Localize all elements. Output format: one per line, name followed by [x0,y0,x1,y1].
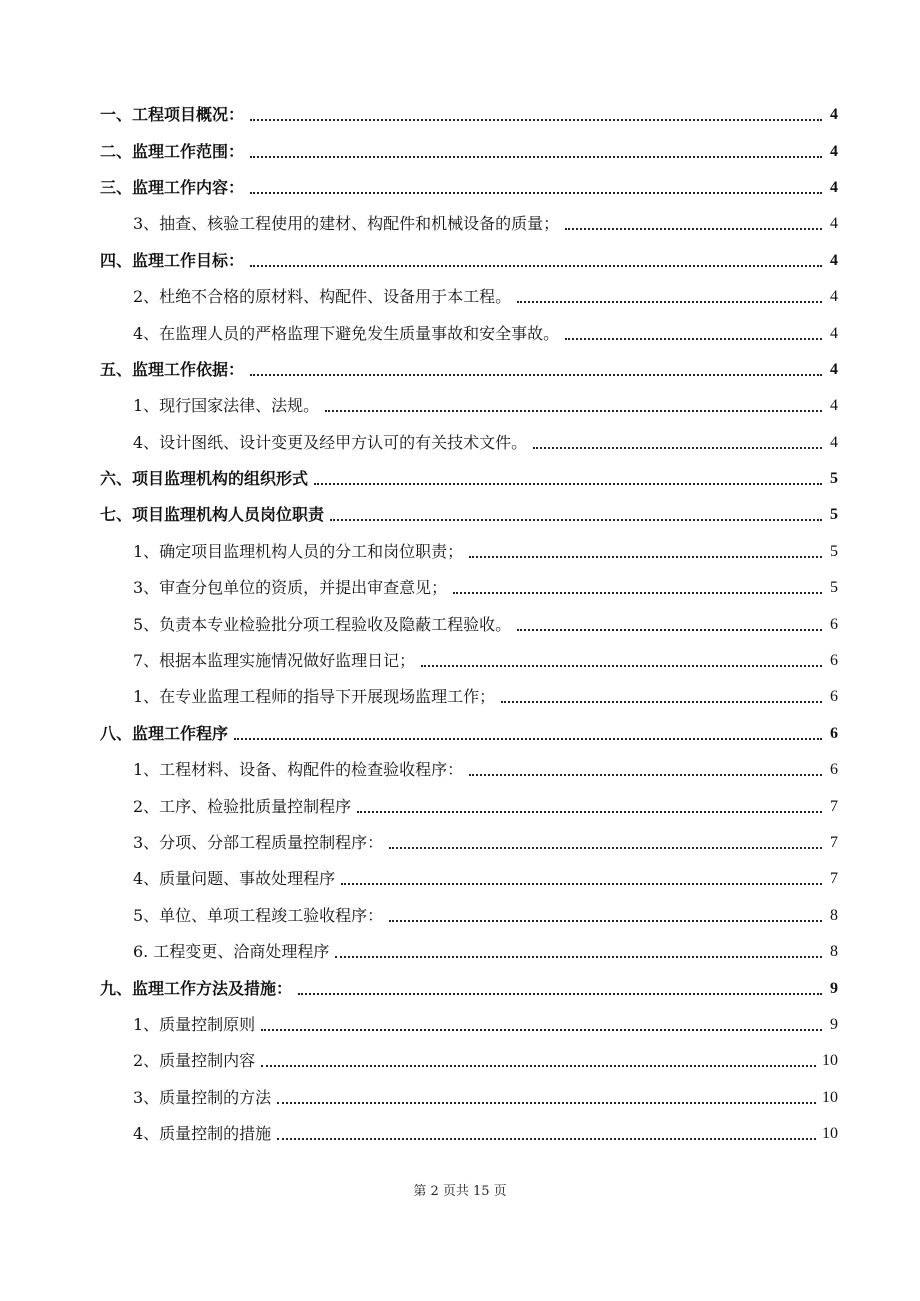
toc-entry-section[interactable] [0,425,920,461]
table-of-contents [0,97,920,1152]
toc-entry-section[interactable] [0,570,920,606]
toc-dot-leader [357,797,822,813]
toc-dot-leader [421,651,822,667]
toc-entry-title: 2、杜绝不合格的原材料、构配件、设备用于本工程。 [133,287,512,307]
toc-dot-leader [533,433,822,449]
toc-entry-page-number: 7 [830,834,838,851]
toc-entry-title: 3、抽查、核验工程使用的建材、构配件和机械设备的质量； [133,214,560,234]
toc-entry-title: 六、项目监理机构的组织形式 [100,469,309,489]
toc-entry-title: 1、现行国家法律、法规。 [133,396,320,416]
toc-dot-leader [389,906,822,922]
toc-entry-page-number: 5 [830,470,838,488]
toc-dot-leader [469,542,822,558]
toc-entry-page-number: 5 [830,506,838,524]
toc-entry-title: 5、负责本专业检验批分项工程验收及隐蔽工程验收。 [133,614,512,634]
toc-dot-leader [565,214,822,230]
toc-dot-leader [565,324,822,340]
toc-entry-section[interactable] [0,643,920,679]
toc-entry-title: 7、根据本监理实施情况做好监理日记； [133,651,416,671]
toc-entry-chapter[interactable] [0,133,920,169]
toc-entry-section[interactable] [0,606,920,642]
toc-entry-section[interactable] [0,315,920,351]
toc-entry-title: 1、在专业监理工程师的指导下开展现场监理工作； [133,687,496,707]
toc-dot-leader [469,760,822,776]
toc-entry-page-number: 5 [830,579,838,597]
toc-entry-section[interactable] [0,1080,920,1116]
toc-dot-leader [314,469,822,485]
toc-dot-leader [517,287,822,303]
toc-dot-leader [335,942,822,958]
toc-entry-section[interactable] [0,898,920,934]
toc-entry-title: 3、分项、分部工程质量控制程序： [133,833,384,852]
toc-entry-title: 1、工程材料、设备、构配件的检查验收程序： [133,760,464,780]
toc-dot-leader [250,105,822,121]
toc-entry-section[interactable] [0,534,920,570]
toc-entry-chapter[interactable] [0,970,920,1006]
toc-entry-page-number: 9 [830,1015,838,1033]
toc-entry-title: 3、审查分包单位的资质，并提出审查意见； [133,578,448,598]
toc-entry-page-number: 4 [830,397,838,415]
toc-entry-section[interactable] [0,934,920,970]
toc-dot-leader [389,833,822,849]
toc-entry-page-number: 4 [830,178,838,196]
toc-entry-page-number: 6 [830,761,838,779]
toc-entry-page-number: 4 [830,142,838,160]
toc-entry-section[interactable] [0,206,920,242]
toc-entry-chapter[interactable] [0,461,920,497]
toc-entry-page-number: 4 [830,433,838,451]
toc-entry-section[interactable] [0,752,920,788]
toc-entry-section[interactable] [0,1007,920,1043]
toc-entry-chapter[interactable] [0,243,920,279]
toc-entry-title: 一、工程项目概况： [100,105,245,125]
toc-entry-page-number: 7 [830,870,838,888]
toc-dot-leader [341,869,822,885]
toc-entry-title: 八、监理工作程序 [100,723,229,743]
toc-entry-title: 4、质量控制的措施 [133,1124,272,1144]
toc-entry-section[interactable] [0,679,920,715]
toc-entry-title: 1、确定项目监理机构人员的分工和岗位职责； [133,541,464,561]
toc-entry-section[interactable] [0,825,920,861]
toc-entry-section[interactable] [0,388,920,424]
toc-entry-section[interactable] [0,788,920,824]
toc-entry-page-number: 10 [822,1052,838,1070]
toc-entry-page-number: 5 [830,542,838,560]
toc-entry-title: 3、质量控制的方法 [133,1087,272,1107]
toc-dot-leader [501,687,822,703]
toc-entry-title: 5、单位、单项工程竣工验收程序： [133,905,384,925]
toc-entry-page-number: 4 [830,288,838,306]
toc-entry-chapter[interactable] [0,97,920,133]
toc-entry-page-number: 9 [830,979,838,997]
toc-dot-leader [261,1051,816,1067]
toc-dot-leader [298,979,822,995]
toc-entry-page-number: 10 [822,1125,838,1143]
toc-dot-leader [517,615,822,631]
toc-entry-title: 2、质量控制内容 [133,1051,256,1071]
toc-entry-title: 1、质量控制原则 [133,1014,256,1034]
toc-entry-chapter[interactable] [0,716,920,752]
toc-entry-title: 6. 工程变更、洽商处理程序 [133,942,330,962]
toc-entry-title: 三、监理工作内容： [100,177,245,197]
toc-dot-leader [330,505,822,521]
toc-dot-leader [261,1015,822,1031]
toc-entry-title: 4、设计图纸、设计变更及经甲方认可的有关技术文件。 [133,432,528,452]
toc-dot-leader [250,178,822,194]
toc-dot-leader [234,724,822,740]
toc-entry-page-number: 4 [830,324,838,342]
toc-entry-section[interactable] [0,1116,920,1152]
toc-dot-leader [277,1088,816,1104]
toc-entry-page-number: 7 [830,797,838,815]
toc-entry-title: 九、监理工作方法及措施： [100,978,293,998]
toc-dot-leader [277,1124,816,1140]
toc-entry-title: 4、质量问题、事故处理程序 [133,869,336,889]
toc-entry-title: 七、项目监理机构人员岗位职责 [100,505,325,525]
toc-entry-title: 四、监理工作目标： [100,250,245,270]
toc-entry-page-number: 6 [830,724,838,742]
toc-entry-page-number: 8 [830,906,838,924]
toc-entry-page-number: 6 [830,688,838,706]
toc-entry-page-number: 4 [830,215,838,233]
toc-entry-section[interactable] [0,1043,920,1079]
toc-entry-title: 五、监理工作依据： [100,359,245,379]
toc-entry-page-number: 6 [830,615,838,633]
toc-dot-leader [250,142,822,158]
toc-entry-chapter[interactable] [0,170,920,206]
toc-entry-page-number: 10 [822,1088,838,1106]
toc-entry-title: 4、在监理人员的严格监理下避免发生质量事故和安全事故。 [133,323,560,343]
toc-entry-section[interactable] [0,279,920,315]
toc-dot-leader [250,360,822,376]
toc-entry-page-number: 8 [830,943,838,961]
page-footer: 第 2 页共 15 页 [413,1184,507,1199]
toc-entry-page-number: 4 [830,251,838,269]
toc-entry-title: 二、监理工作范围： [100,141,245,161]
toc-entry-chapter[interactable] [0,497,920,533]
toc-dot-leader [250,251,822,267]
toc-entry-title: 2、工序、检验批质量控制程序 [133,796,352,816]
toc-entry-chapter[interactable] [0,352,920,388]
toc-dot-leader [325,396,822,412]
toc-entry-section[interactable] [0,861,920,897]
toc-entry-page-number: 6 [830,652,838,670]
toc-entry-page-number: 4 [830,360,838,378]
toc-entry-page-number: 4 [830,106,838,124]
toc-dot-leader [453,578,822,594]
